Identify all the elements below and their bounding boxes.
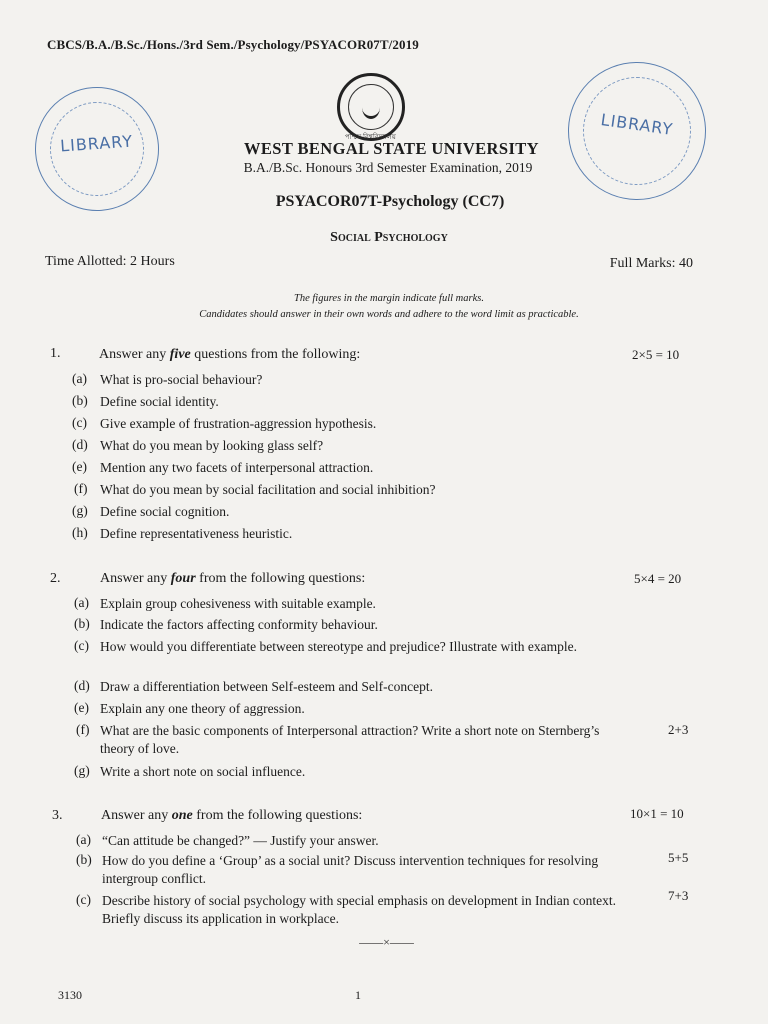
item-text: What is pro-social behaviour?: [100, 372, 263, 387]
item-label: (b): [76, 852, 92, 867]
item-label: (h): [72, 525, 88, 540]
item-text: Define social cognition.: [100, 504, 230, 519]
item-text: What are the basic components of Interpersonal attraction? Write a short note on Sternberg’s theory of love.: [100, 723, 600, 756]
question-number: 2.: [50, 571, 61, 586]
question-number: 1.: [50, 346, 61, 361]
end-of-paper-mark: ——×——: [359, 935, 414, 949]
stamp-word: LIBRARY: [59, 131, 134, 156]
item-text: What do you mean by social facilitation and social inhibition?: [100, 482, 436, 497]
item-text: “Can attitude be changed?” — Justify your answer.: [102, 833, 379, 848]
item-label: (e): [74, 700, 89, 715]
item-label: (c): [74, 638, 89, 653]
subject-title: Social Psychology: [330, 230, 448, 245]
item-marks: 7+3: [668, 888, 689, 903]
question-marks: 5×4 = 20: [634, 571, 682, 586]
question-instruction: Answer any one from the following questions:: [101, 808, 363, 823]
item-text: Give example of frustration-aggression hypothesis.: [100, 416, 377, 431]
paper-code-line: CBCS/B.A./B.Sc./Hons./3rd Sem./Psychology/PSYACOR07T/2019: [47, 37, 419, 52]
exam-title: B.A./B.Sc. Honours 3rd Semester Examination, 2019: [243, 160, 533, 175]
paper-title: PSYACOR07T-Psychology (CC7): [275, 193, 505, 210]
item-label: (a): [76, 832, 91, 847]
stamp-word: LIBRARY: [599, 110, 675, 139]
item-label: (f): [76, 722, 90, 737]
library-stamp-right: [568, 62, 706, 200]
item-label: (g): [72, 503, 88, 518]
item-text: Draw a differentiation between Self-esteem and Self-concept.: [100, 679, 433, 694]
instruction-note: Candidates should answer in their own words and adhere to the word limit as practicable.: [199, 309, 579, 320]
instruction-note: The figures in the margin indicate full marks.: [294, 293, 484, 304]
university-name: WEST BENGAL STATE UNIVERSITY: [243, 139, 539, 158]
item-label: (c): [72, 415, 87, 430]
item-text: Explain any one theory of aggression.: [100, 701, 305, 716]
item-text: Explain group cohesiveness with suitable example.: [100, 596, 376, 611]
item-text: Define representativeness heuristic.: [100, 526, 293, 541]
question-number: 3.: [52, 808, 63, 823]
item-label: (b): [74, 616, 90, 631]
question-instruction: Answer any five questions from the following:: [99, 347, 361, 362]
full-marks: Full Marks: 40: [609, 256, 693, 271]
item-label: (e): [72, 459, 87, 474]
item-label: (c): [76, 892, 91, 907]
item-text: How do you define a ‘Group’ as a social unit? Discuss intervention techniques for resolving intergroup conflict.: [102, 853, 599, 886]
item-marks: 5+5: [668, 850, 689, 865]
item-text: Write a short note on social influence.: [100, 764, 306, 779]
time-allotted: Time Allotted: 2 Hours: [45, 254, 175, 269]
item-text: Define social identity.: [100, 394, 219, 409]
item-label: (f): [74, 481, 88, 496]
item-text: How would you differentiate between stereotype and prejudice? Illustrate with example.: [100, 639, 577, 654]
item-label: (a): [72, 371, 87, 386]
page-number: 1: [355, 988, 361, 1002]
footer-paper-code: 3130: [58, 988, 82, 1002]
item-label: (a): [74, 595, 89, 610]
item-text: Describe history of social psychology with special emphasis on development in Indian context. Briefly discuss its application in workplace.: [102, 893, 617, 926]
question-instruction: Answer any four from the following questions:: [100, 571, 366, 586]
emblem-caption: পশ্চিম বিশ্ববিদ্যালয়: [345, 133, 396, 141]
item-label: (d): [72, 437, 88, 452]
item-text: Mention any two facets of interpersonal attraction.: [100, 460, 374, 475]
item-text: Indicate the factors affecting conformity behaviour.: [100, 617, 378, 632]
item-label: (d): [74, 678, 90, 693]
question-marks: 10×1 = 10: [630, 806, 684, 821]
item-text: What do you mean by looking glass self?: [100, 438, 324, 453]
question-marks: 2×5 = 10: [632, 347, 680, 362]
item-label: (g): [74, 763, 90, 778]
item-marks: 2+3: [668, 722, 689, 737]
item-label: (b): [72, 393, 88, 408]
emblem-lamp: [362, 96, 380, 119]
